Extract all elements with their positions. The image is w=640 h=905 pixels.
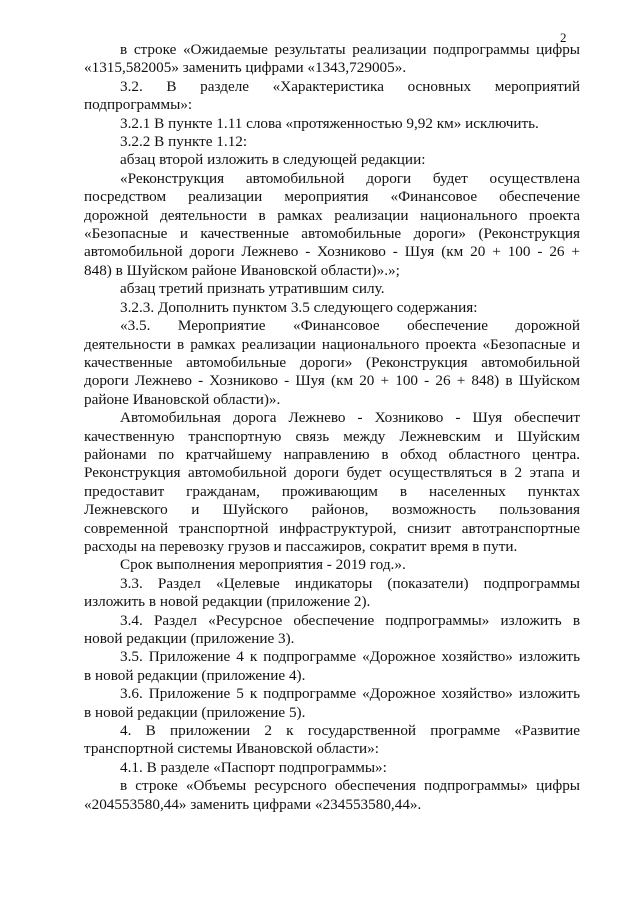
text-line: качественную транспортную связь между Лежневским и Шуйским (84, 427, 580, 445)
text-line: качественные автомобильные дороги» (Реконструкция автомобильной (84, 353, 580, 371)
text-line: Автомобильная дорога Лежнево - Хозниково - Шуя обеспечит (120, 409, 580, 427)
text-line: 3.2.2 В пункте 1.12: (120, 133, 248, 151)
paragraph (84, 280, 580, 298)
paragraph (84, 612, 580, 649)
text-line: расходы на перевозку грузов и пассажиров, сократит время в пути. (84, 537, 518, 555)
text-line: 3.2. В разделе «Характеристика основных мероприятий (120, 77, 580, 95)
text-line: Лежневского и Шуйского районов, возможность пользования (84, 501, 580, 519)
text-line: 4.1. В разделе «Паспорт подпрограммы»: (120, 758, 387, 776)
text-line: подпрограммы»: (84, 96, 193, 114)
paragraph (84, 170, 580, 280)
paragraph (84, 151, 580, 169)
paragraph (84, 685, 580, 722)
paragraph (84, 722, 580, 759)
text-line: изложить в новой редакции (приложение 2). (84, 593, 371, 611)
paragraph (84, 409, 580, 556)
text-line: новой редакции (приложение 3). (84, 630, 295, 647)
text-line: абзац второй изложить в следующей редакции: (120, 151, 426, 169)
text-line: 3.4. Раздел «Ресурсное обеспечение подпрограммы» изложить в (120, 611, 580, 629)
text-line: 4. В приложении 2 к государственной программе «Развитие (120, 722, 580, 740)
text-line: посредством реализации мероприятия «Финансовое обеспечение (84, 188, 580, 206)
text-line: 3.2.3. Дополнить пунктом 3.5 следующего содержания: (120, 298, 478, 316)
paragraph (84, 41, 580, 78)
paragraph (84, 648, 580, 685)
text-line: Реконструкция автомобильной дороги будет осуществляться в 2 этапа и (84, 464, 580, 482)
text-line: автомобильной дороги Лежнево - Хозниково - Шуя (км 20 + 100 - 26 + (84, 243, 580, 261)
text-line: «3.5. Мероприятие «Финансовое обеспечение дорожной (120, 317, 580, 335)
text-line: «Реконструкция автомобильной дороги будет осуществлена (120, 169, 580, 187)
text-line: 3.2.1 В пункте 1.11 слова «протяженностью 9,92 км» исключить. (120, 114, 539, 132)
text-line: в строке «Объемы ресурсного обеспечения подпрограммы» цифры (120, 777, 580, 795)
text-line: Срок выполнения мероприятия - 2019 год.». (120, 556, 406, 574)
text-line: 848) в Шуйском районе Ивановской области)».»; (84, 261, 400, 279)
text-line: «Безопасные и качественные автомобильные дороги» (Реконструкция (84, 225, 580, 243)
text-line: современной транспортной инфраструктурой, снизит автотранспортные (84, 519, 580, 537)
text-line: районе Ивановской области)». (84, 390, 281, 408)
paragraph (84, 133, 580, 151)
text-line: абзац третий признать утратившим силу. (120, 280, 385, 298)
text-line: в новой редакции (приложение 5). (84, 703, 306, 721)
text-line: транспортной системы Ивановской области»: (84, 740, 379, 758)
paragraph (84, 759, 580, 777)
paragraph (84, 575, 580, 612)
text-line: в новой редакции (приложение 4). (84, 666, 306, 684)
document-body (84, 41, 580, 814)
text-line: дороги Лежнево - Хозниково - Шуя (км 20 + 100 - 26 + 848) в Шуйском (84, 372, 580, 390)
paragraph (84, 777, 580, 814)
text-line: дорожной деятельности в рамках реализации национального проекта (84, 206, 580, 224)
text-line: 3.6. Приложение 5 к подпрограмме «Дорожное хозяйство» изложить (120, 685, 580, 703)
text-line: «204553580,44» заменить цифрами «234553580,44». (84, 795, 422, 813)
text-line: предоставит гражданам, проживающим в населенных пунктах (84, 482, 580, 500)
text-line: 3.3. Раздел «Целевые индикаторы (показатели) подпрограммы (120, 574, 580, 592)
text-line: районами по кратчайшему направлению в обход областного центра. (84, 445, 580, 463)
page-number: 2 (560, 30, 567, 45)
text-line: деятельности в рамках реализации национального проекта «Безопасные и (84, 335, 580, 353)
text-line: 3.5. Приложение 4 к подпрограмме «Дорожное хозяйство» изложить (120, 648, 580, 666)
paragraph (84, 556, 580, 574)
text-line: в строке «Ожидаемые результаты реализации подпрограммы цифры (120, 41, 580, 58)
text-line: «1315,582005» заменить цифрами «1343,729005». (84, 59, 407, 77)
paragraph (84, 78, 580, 115)
paragraph (84, 317, 580, 409)
paragraph (84, 299, 580, 317)
paragraph (84, 115, 580, 133)
